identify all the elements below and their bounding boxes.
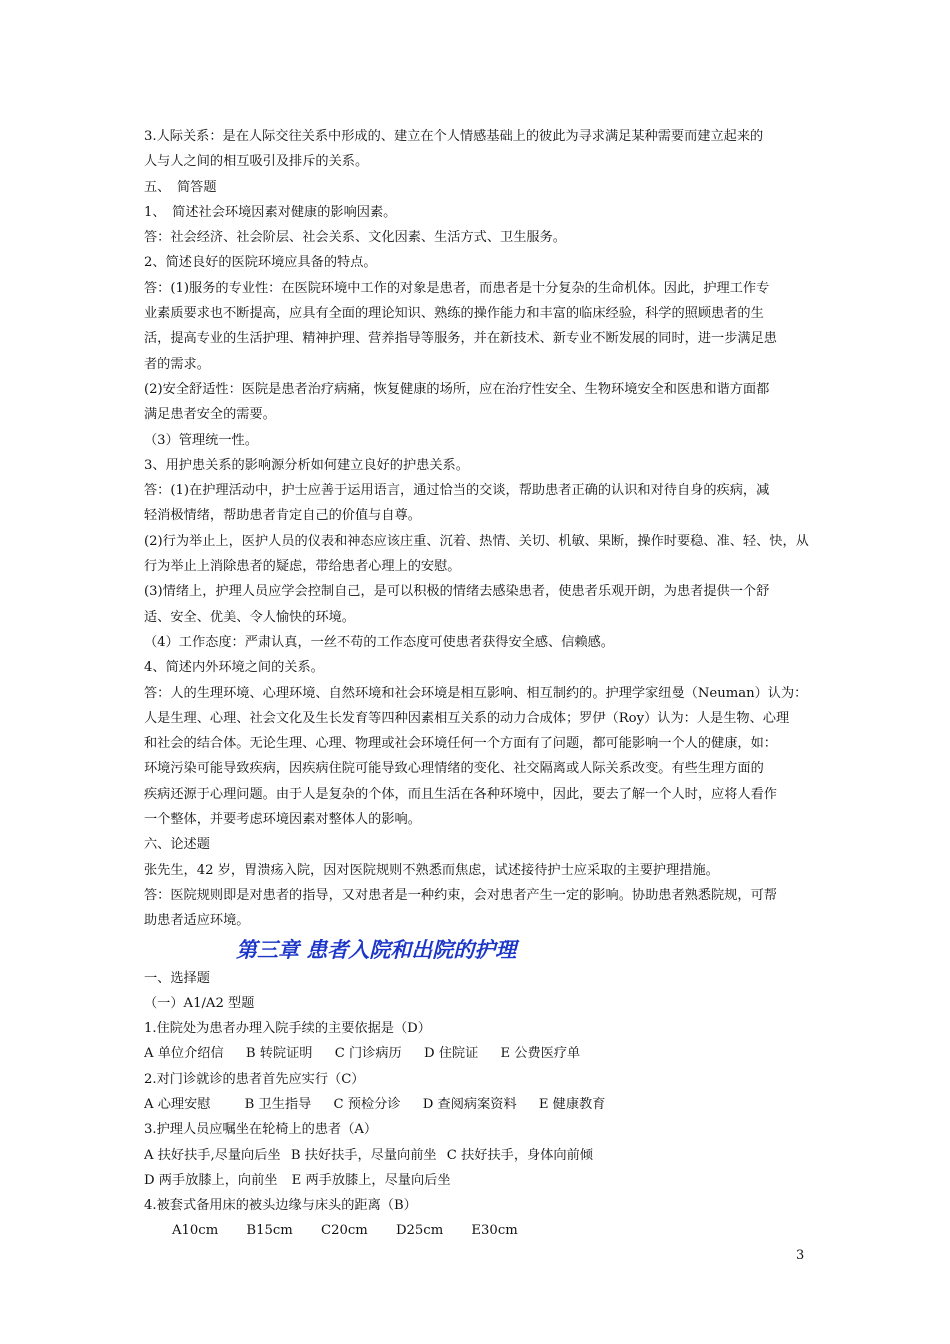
answer-line: （3）管理统一性。: [144, 432, 258, 448]
answer-line: 答：(1)在护理活动中，护士应善于运用语言，通过恰当的交谈，帮助患者正确的认识和对待自身的疾病，减: [144, 483, 770, 499]
answer-line: 轻消极情绪，帮助患者肯定自己的价值与自尊。: [144, 508, 421, 524]
answer-line: 助患者适应环境。: [144, 913, 250, 929]
question-stem: 3.护理人员应嘱坐在轮椅上的患者（A）: [144, 1122, 378, 1138]
answer-line: 环境污染可能导致疾病，因疾病住院可能导致心理情绪的变化、社交隔离或人际关系改变。有些生理方面的: [144, 761, 764, 777]
option-e: E 健康教育: [538, 1096, 606, 1112]
question-stem: 1.住院处为患者办理入院手续的主要依据是（D）: [144, 1021, 431, 1037]
question-stem: 4.被套式备用床的被头边缘与床头的距离（B）: [144, 1198, 417, 1214]
answer-line: (2)安全舒适性：医院是患者治疗病痛，恢复健康的场所，应在治疗性安全、生物环境安全和医患和谐方面都: [144, 381, 770, 397]
answer-line: 者的需求。: [144, 356, 210, 372]
option-line: [144, 1143, 812, 1168]
option-a: A 心理安慰: [144, 1096, 211, 1112]
option-b: B15cm: [246, 1223, 293, 1239]
question-heading: 3、用护患关系的影响源分析如何建立良好的护患关系。: [144, 457, 469, 473]
answer-line: 答：(1)服务的专业性：在医院环境中工作的对象是患者，而患者是十分复杂的生命机体。因此，护理工作专: [144, 280, 770, 296]
answer-line: 行为举止上消除患者的疑虑，带给患者心理上的安慰。: [144, 559, 461, 575]
text-line: 人与人之间的相互吸引及排斥的关系。: [144, 154, 369, 170]
answer-line: 答：医院规则即是对患者的指导，又对患者是一种约束，会对患者产生一定的影响。协助患者熟悉院规，可帮: [144, 887, 777, 903]
option-e: E 公费医疗单: [500, 1046, 581, 1062]
answer-line: 人是生理、心理、社会文化及生长发育等四种因素相互关系的动力合成体；罗伊（Roy）认为：人是生物、心理: [144, 710, 790, 726]
answer-line: 答：社会经济、社会阶层、社会关系、文化因素、生活方式、卫生服务。: [144, 230, 566, 246]
option-d: D25cm: [395, 1223, 444, 1239]
chapter-title: 第三章 患者入院和出院的护理: [236, 937, 517, 962]
option-c: C 扶好扶手，身体向前倾: [446, 1147, 593, 1163]
answer-line: 业素质要求也不断提高，应具有全面的理论知识、熟练的操作能力和丰富的临床经验，科学的照顾患者的生: [144, 306, 764, 322]
subsection-heading: （一）A1/A2 型题: [144, 995, 255, 1011]
option-e: E30cm: [471, 1223, 518, 1239]
question-heading: 1、 简述社会环境因素对健康的影响因素。: [144, 204, 397, 220]
question-heading: 4、简述内外环境之间的关系。: [144, 660, 324, 676]
option-b: B 转院证明: [245, 1046, 313, 1062]
page-content: [144, 124, 812, 1244]
page-number: 3: [796, 1248, 805, 1263]
question-heading: 张先生，42 岁，胃溃疡入院，因对医院规则不熟悉而焦虑，试述接待护士应采取的主要护理措施。: [144, 862, 719, 878]
option-c: C 预检分诊: [333, 1096, 401, 1112]
option-b: B 卫生指导: [244, 1096, 312, 1112]
option-line: [144, 1218, 812, 1243]
answer-line: 适、安全、优美、令人愉快的环境。: [144, 609, 355, 625]
option-line: [144, 1092, 812, 1117]
question-heading: 2、简述良好的医院环境应具备的特点。: [144, 255, 377, 271]
answer-line: 疾病还源于心理问题。由于人是复杂的个体，而且生活在各种环境中，因此，要去了解一个人时，应将人看作: [144, 786, 777, 802]
section-heading: 一、选择题: [144, 970, 210, 986]
option-a: A 扶好扶手,尽量向后坐: [144, 1147, 281, 1163]
answer-line: 满足患者安全的需要。: [144, 407, 276, 423]
answer-line: (3)情绪上，护理人员应学会控制自己，是可以积极的情绪去感染患者，使患者乐观开朗，为患者提供一个舒: [144, 584, 770, 600]
option-b: B 扶好扶手，尽量向前坐: [290, 1147, 437, 1163]
answer-line: 一个整体，并要考虑环境因素对整体人的影响。: [144, 812, 421, 828]
option-d: D 查阅病案资料: [422, 1096, 517, 1112]
text-line: 3.人际关系：是在人际交往关系中形成的、建立在个人情感基础上的彼此为寻求满足某种需要而建立起来的: [144, 129, 764, 144]
option-a: A 单位介绍信: [144, 1046, 224, 1062]
question-stem: 2.对门诊就诊的患者首先应实行（C）: [144, 1071, 365, 1087]
option-a: A10cm: [172, 1223, 219, 1239]
option-e: E 两手放膝上，尽量向后坐: [291, 1172, 451, 1188]
option-c: C20cm: [320, 1223, 368, 1239]
answer-line: （4）工作态度：严肃认真，一丝不苟的工作态度可使患者获得安全感、信赖感。: [144, 634, 614, 650]
option-d: D 住院证: [423, 1046, 479, 1062]
answer-line: 活，提高专业的生活护理、精神护理、营养指导等服务，并在新技术、新专业不断发展的同时，进一步满足患: [144, 331, 777, 347]
section-heading: 五、 简答题: [144, 179, 217, 195]
option-c: C 门诊病历: [334, 1046, 402, 1062]
answer-line: 和社会的结合体。无论生理、心理、物理或社会环境任何一个方面有了问题，都可能影响一个人的健康，如：: [144, 736, 777, 752]
answer-line: 答：人的生理环境、心理环境、自然环境和社会环境是相互影响、相互制约的。护理学家纽曼（Neuman）认为：: [144, 685, 808, 701]
answer-line: (2)行为举止上，医护人员的仪表和神态应该庄重、沉着、热情、关切、机敏、果断，操作时要稳、准、轻、快，从: [144, 533, 809, 549]
option-line: [144, 1168, 812, 1193]
section-heading: 六、论述题: [144, 837, 210, 853]
option-d: D 两手放膝上，向前坐: [144, 1172, 278, 1188]
option-line: [144, 1041, 812, 1066]
